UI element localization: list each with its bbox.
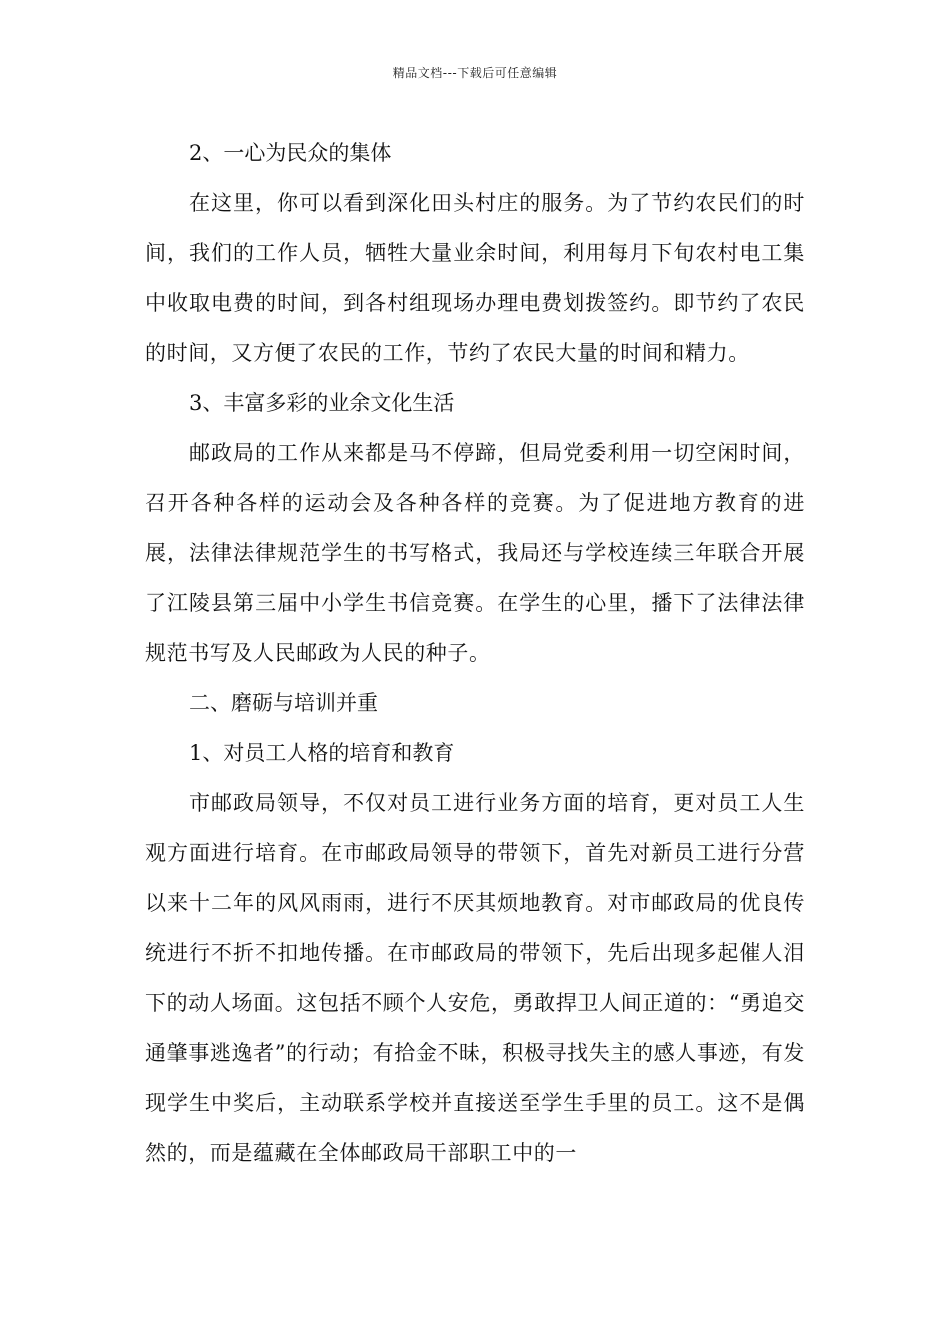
section-heading-2-1: 1、对员工人格的培育和教育 [189,741,455,765]
paragraph-culture: 邮政局的工作从来都是马不停蹄，但局党委利用一切空闲时间，召开各种各样的运动会及各种各样的竞赛。为了促进地方教育的进展，法律法律规范学生的书写格式，我局还与学校连续三年联合开展了江陵县第三届中小学生书信竞赛。在学生的心里，播下了法律法律规范书写及人民邮政为人民的种子。 [145,441,805,665]
section-heading-1-3: 3、丰富多彩的业余文化生活 [189,391,455,415]
document-body [145,128,805,1178]
section-heading-2: 二、磨砺与培训并重 [189,691,378,715]
paragraph-training: 市邮政局领导，不仅对员工进行业务方面的培育，更对员工人生观方面进行培育。在市邮政局领导的带领下，首先对新员工进行分营以来十二年的风风雨雨，进行不厌其烦地教育。对市邮政局的优良传统进行不折不扣地传播。在市邮政局的带领下，先后出现多起催人泪下的动人场面。这包括不顾个人安危，勇敢捍卫人间正道的：“勇追交通肇事逃逸者”的行动；有拾金不昧，积极寻找失主的感人事迹，有发现学生中奖后，主动联系学校并直接送至学生手里的员工。这不是偶然的，而是蕴藏在全体邮政局干部职工中的一 [145,791,805,1165]
section-heading-1-2: 2、一心为民众的集体 [189,141,392,165]
page-header: 精品文档---下载后可任意编辑 [392,66,558,80]
paragraph-service: 在这里，你可以看到深化田头村庄的服务。为了节约农民们的时间，我们的工作人员，牺牲大量业余时间，利用每月下旬农村电工集中收取电费的时间，到各村组现场办理电费划拨签约。即节约了农民的时间，又方便了农民的工作，节约了农民大量的时间和精力。 [145,191,805,365]
